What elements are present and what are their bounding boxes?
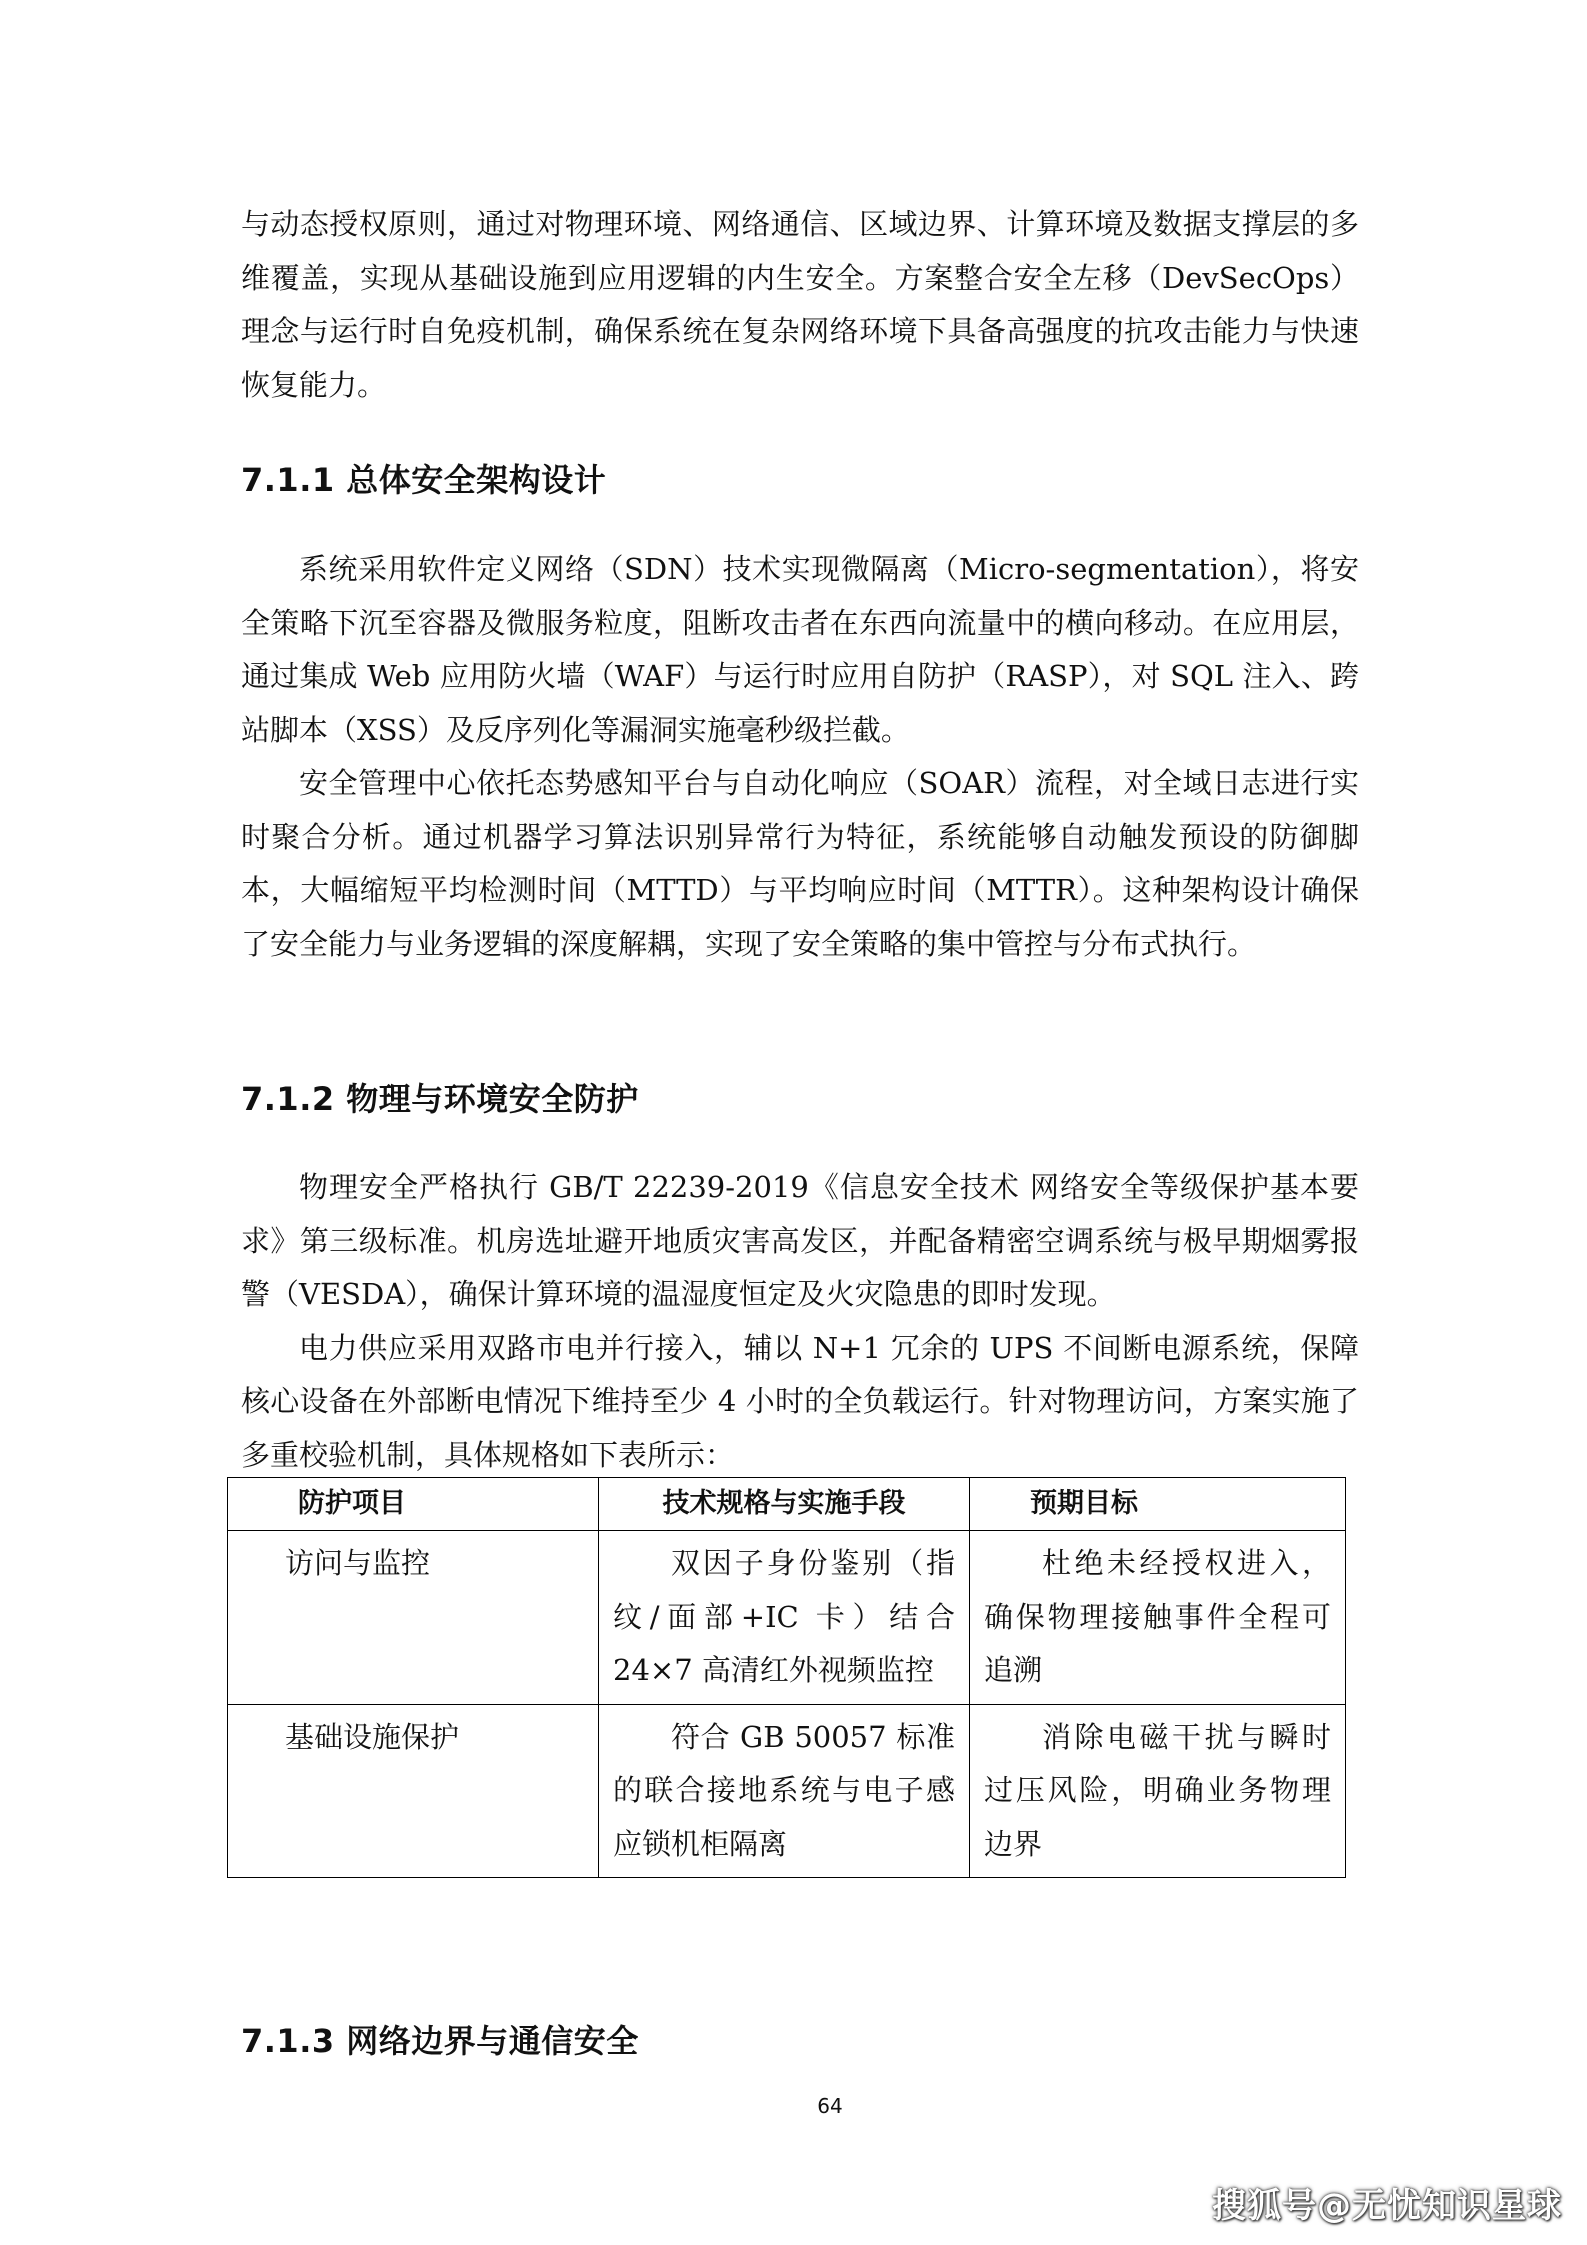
section-heading-7-1-3: 7.1.3 网络边界与通信安全: [241, 2022, 639, 2060]
intro-paragraph: 与动态授权原则，通过对物理环境、网络通信、区域边界、计算环境及数据支撑层的多维覆盖，实现从基础设施到应用逻辑的内生安全。方案整合安全左移（DevSecOps）理念与运行时自免疫机制，确保系统在复杂网络环境下具备高强度的抗攻击能力与快速恢复能力。: [241, 207, 1359, 402]
table-cell: 杜绝未经授权进入，确保物理接触事件全程可追溯: [970, 1531, 1346, 1705]
table-header-cell: 技术规格与实施手段: [599, 1478, 970, 1531]
protection-spec-table: [227, 1477, 1346, 1878]
watermark: 搜狐号@无忧知识星球: [1212, 2186, 1562, 2226]
table-header-cell: 防护项目: [228, 1478, 599, 1531]
table-cell: 符合 GB 50057 标准的联合接地系统与电子感应锁机柜隔离: [599, 1704, 970, 1878]
table-cell: 访问与监控: [228, 1531, 599, 1705]
table-header-cell: 预期目标: [970, 1478, 1346, 1531]
paragraph: 电力供应采用双路市电并行接入，辅以 N+1 冗余的 UPS 不间断电源系统，保障核心设备在外部断电情况下维持至少 4 小时的全负载运行。针对物理访问，方案实施了多重校验机制，具体规格如下表所示：: [241, 1330, 1359, 1472]
table-cell: 双因子身份鉴别（指纹/面部+IC 卡）结合 24×7 高清红外视频监控: [599, 1531, 970, 1705]
page-number: 64: [817, 2094, 843, 2118]
section-7-1-1-body: [241, 543, 1359, 971]
intro-block: [241, 198, 1359, 412]
table-row: [228, 1531, 1346, 1705]
section-7-1-2: [241, 1079, 1359, 1119]
section-heading-7-1-2: 7.1.2 物理与环境安全防护: [241, 1080, 639, 1118]
section-heading-7-1-1: 7.1.1 总体安全架构设计: [241, 461, 607, 499]
section-7-1-2-body: [241, 1161, 1359, 1482]
table-row: [228, 1704, 1346, 1878]
paragraph: 物理安全严格执行 GB/T 22239-2019《信息安全技术 网络安全等级保护基本要求》第三级标准。机房选址避开地质灾害高发区，并配备精密空调系统与极早期烟雾报警（VESDA），确保计算环境的温湿度恒定及火灾隐患的即时发现。: [241, 1170, 1359, 1311]
table-cell: 基础设施保护: [228, 1704, 599, 1878]
paragraph: 系统采用软件定义网络（SDN）技术实现微隔离（Micro-segmentation），将安全策略下沉至容器及微服务粒度，阻断攻击者在东西向流量中的横向移动。在应用层，通过集成 Web 应用防火墙（WAF）与运行时应用自防护（RASP），对 SQL 注入、跨站脚本（XSS）及反序列化等漏洞实施毫秒级拦截。: [241, 552, 1359, 747]
paragraph: 安全管理中心依托态势感知平台与自动化响应（SOAR）流程，对全域日志进行实时聚合分析。通过机器学习算法识别异常行为特征，系统能够自动触发预设的防御脚本，大幅缩短平均检测时间（MTTD）与平均响应时间（MTTR）。这种架构设计确保了安全能力与业务逻辑的深度解耦，实现了安全策略的集中管控与分布式执行。: [241, 766, 1359, 961]
table-header-row: [228, 1478, 1346, 1531]
section-7-1-3: [241, 2021, 1359, 2061]
section-7-1-1: [241, 460, 1359, 500]
table-cell: 消除电磁干扰与瞬时过压风险，明确业务物理边界: [970, 1704, 1346, 1878]
